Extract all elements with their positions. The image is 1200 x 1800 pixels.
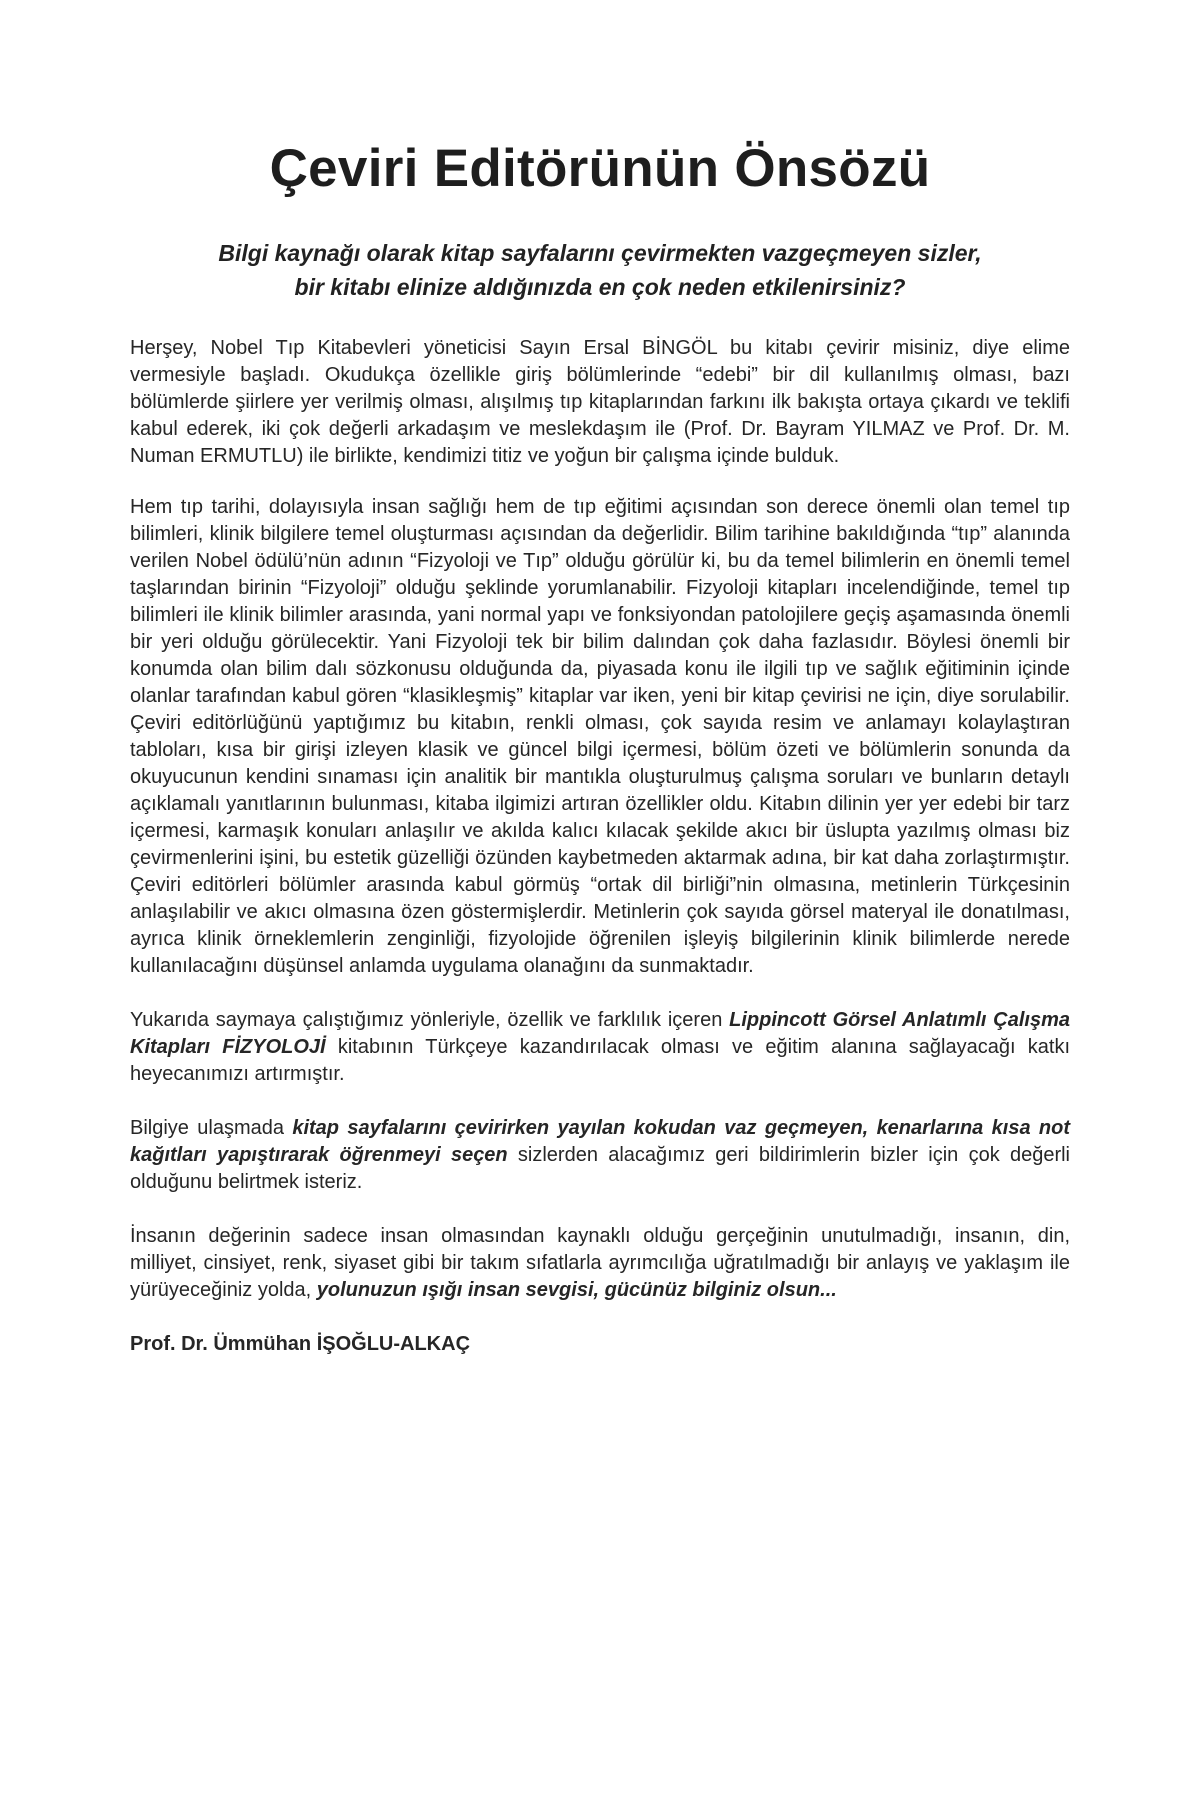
book-title-emphasis: Lippincott Görsel Anlatımlı Çalışma Kitapları FİZYOLOJİ <box>130 1009 1070 1058</box>
page-title: Çeviri Editörünün Önsözü <box>269 139 931 198</box>
paragraph-4 <box>130 1115 1070 1196</box>
paragraph-3 <box>130 1007 1070 1088</box>
subtitle-line-1: Bilgi kaynağı olarak kitap sayfalarını çevirmekten vazgeçmeyen sizler, <box>218 240 982 266</box>
paragraph-1: Herşey, Nobel Tıp Kitabevleri yöneticisi Sayın Ersal BİNGÖL bu kitabı çevirir misiniz, diye elime vermesiyle başladı. Okudukça özellikle giriş bölümlerinde “edebi” bir dil kullanılmış olması, bazı bölümlerde şiirlere yer verilmiş olması, alışılmış tıp kitaplarından farkını ilk bakışta ortaya çıkardı ve teklifi kabul ederek, iki çok değerli arkadaşım ve meslekdaşım ile (Prof. Dr. Bayram YILMAZ ve Prof. Dr. M. Numan ERMUTLU) ile birlikte, kendimizi titiz ve yoğun bir çalışma içinde bulduk. <box>130 337 1070 467</box>
paragraph-5 <box>130 1223 1070 1304</box>
paragraph-3-text-start: Yukarıda saymaya çalıştığımız yönleriyle, özellik ve farklılık içeren <box>130 1009 730 1031</box>
paragraph-4-text-start: Bilgiye ulaşmada <box>130 1117 293 1139</box>
paragraph-4-emphasis: kitap sayfalarını çevirirken yayılan kokudan vaz geçmeyen, kenarlarına kısa not kağıtları yapıştırarak öğrenmeyi seçen <box>130 1117 1070 1166</box>
paragraph-5-text-start: İnsanın değerinin sadece insan olmasından kaynaklı olduğu gerçeğinin unutulmadığı, insanın, din, milliyet, cinsiyet, renk, siyaset gibi bir takım sıfatlarla ayrımcılığa uğratılmadığı bir anlayış ve yaklaşım ile yürüyeceğiniz yolda, <box>130 1225 1070 1301</box>
subtitle <box>130 236 1070 304</box>
paragraph-2: Hem tıp tarihi, dolayısıyla insan sağlığı hem de tıp eğitimi açısından son derece önemli olan temel tıp bilimleri, klinik bilgilere temel oluşturması açısından da değerlidir. Bilim tarihine bakıldığında “tıp” alanında verilen Nobel ödülü’nün adının “Fizyoloji ve Tıp” olduğu görülür ki, bu da temel bilimlerin en önemli temel taşlarından birinin “Fizyoloji” olduğu şeklinde yorumlanabilir. Fizyoloji kitapları incelendiğinde, temel tıp bilimleri ile klinik bilimler arasında, yani normal yapı ve fonksiyondan patolojilere geçiş aşamasında önemli bir yeri olduğu görülecektir. Yani Fizyoloji tek bir bilim dalından çok daha fazlasıdır. Böylesi önemli bir konumda olan bilim dalı sözkonusu olduğunda da, piyasada konu ile ilgili tıp ve sağlık eğitiminin içinde olanlar tarafından kabul gören “klasikleşmiş” kitaplar var iken, yeni bir kitap çevirisi ne için, diye sorulabilir. Çeviri editörlüğünü yaptığımız bu kitabın, renkli olması, çok sayıda resim ve anlamayı kolaylaştıran tabloları, kısa bir girişi izleyen klasik ve güncel bilgi içermesi, bölüm özeti ve bölümlerin sonunda da okuyucunun kendini sınaması için analitik bir mantıkla oluşturulmuş çalışma soruları ve bunların detaylı açıklamalı yanıtlarının bulunması, kitaba ilgimizi artıran özellikler oldu. Kitabın dilinin yer yer edebi bir tarz içermesi, karmaşık konuları anlaşılır ve akılda kalıcı kılacak şekilde akıcı bir üslupta yazılmış olması biz çevirmenlerini işini, bu estetik güzelliği özünden kaybetmeden aktarmak adına, bir kat daha zorlaştırmıştır. Çeviri editörleri bölümler arasında kabul görmüş “ortak dil birliği”nin olmasına, metinlerin Türkçesinin anlaşılabilir ve akıcı olmasına özen göstermişlerdir. Metinlerin çok sayıda görsel materyal ile donatılması, ayrıca klinik örneklemlerin zenginliği, fizyolojide öğrenilen işleyiş bilgilerinin klinik bilimlerde nerede kullanılacağını düşünsel anlamda uygulama olanağını da sunmaktadır. <box>130 496 1070 977</box>
subtitle-line-2: bir kitabı elinize aldığınızda en çok neden etkilenirsiniz? <box>294 274 906 300</box>
paragraph-3-text-end: kitabının Türkçeye kazandırılacak olması ve eğitim alanına sağlayacağı katkı heyecanımızı artırmıştır. <box>130 1036 1070 1085</box>
body-text <box>130 335 1070 1385</box>
closing-wish-emphasis: yolunuzun ışığı insan sevgisi, gücünüz bilginiz olsun... <box>316 1279 837 1301</box>
paragraph-4-text-end: sizlerden alacağımız geri bildirimlerin bizler için çok değerli olduğunu belirtmek isteriz. <box>130 1144 1070 1193</box>
author-signature: Prof. Dr. Ümmühan İŞOĞLU-ALKAÇ <box>130 1333 471 1355</box>
